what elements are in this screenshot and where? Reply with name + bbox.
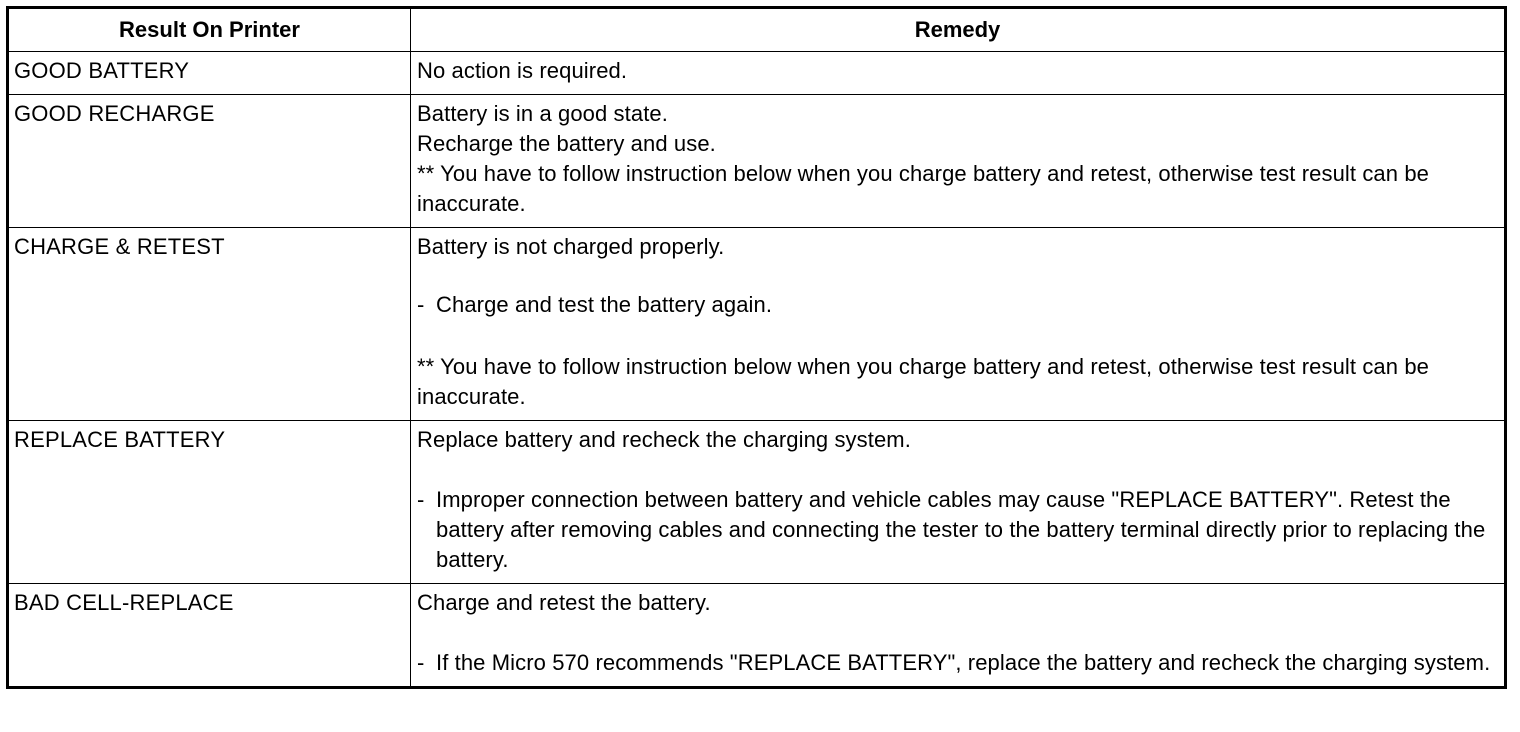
bullet-text: If the Micro 570 recommends "REPLACE BATTERY", replace the battery and recheck the charging system. bbox=[436, 650, 1491, 675]
remedy-bullet bbox=[417, 648, 1498, 678]
remedy-bullet bbox=[417, 485, 1498, 575]
remedy-cell bbox=[411, 95, 1506, 228]
result-cell: GOOD BATTERY bbox=[8, 52, 411, 95]
bullet-dash: - bbox=[417, 487, 425, 512]
result-cell: REPLACE BATTERY bbox=[8, 421, 411, 584]
table-row-replace-battery bbox=[8, 421, 1506, 584]
remedy-line: No action is required. bbox=[417, 58, 628, 83]
remedy-cell bbox=[411, 584, 1506, 688]
result-cell: GOOD RECHARGE bbox=[8, 95, 411, 228]
remedy-note: ** You have to follow instruction below when you charge battery and retest, otherwise test result can be inaccurate. bbox=[417, 161, 1429, 216]
remedy-cell bbox=[411, 421, 1506, 584]
table-row-good-battery bbox=[8, 52, 1506, 95]
result-cell: BAD CELL-REPLACE bbox=[8, 584, 411, 688]
remedy-line: Battery is in a good state. bbox=[417, 101, 668, 126]
remedy-cell bbox=[411, 228, 1506, 421]
table-header-row bbox=[8, 8, 1506, 52]
table-row-charge-retest bbox=[8, 228, 1506, 421]
remedy-intro: Charge and retest the battery. bbox=[417, 590, 711, 615]
header-remedy: Remedy bbox=[411, 8, 1506, 52]
result-cell: CHARGE & RETEST bbox=[8, 228, 411, 421]
header-result-on-printer: Result On Printer bbox=[8, 8, 411, 52]
battery-test-results-table bbox=[6, 6, 1507, 689]
table-row-bad-cell-replace bbox=[8, 584, 1506, 688]
bullet-text: Improper connection between battery and vehicle cables may cause "REPLACE BATTERY". Retest the battery after removing cables and connecting the tester to the battery terminal directly prior to replacing the battery. bbox=[436, 487, 1486, 572]
remedy-bullet bbox=[417, 290, 1498, 320]
bullet-text: Charge and test the battery again. bbox=[436, 292, 773, 317]
remedy-line: Recharge the battery and use. bbox=[417, 131, 716, 156]
table-row-good-recharge bbox=[8, 95, 1506, 228]
remedy-note: ** You have to follow instruction below when you charge battery and retest, otherwise test result can be inaccurate. bbox=[417, 354, 1429, 409]
remedy-intro: Replace battery and recheck the charging system. bbox=[417, 427, 911, 452]
remedy-cell bbox=[411, 52, 1506, 95]
bullet-dash: - bbox=[417, 650, 425, 675]
bullet-dash: - bbox=[417, 292, 425, 317]
remedy-intro: Battery is not charged properly. bbox=[417, 234, 725, 259]
